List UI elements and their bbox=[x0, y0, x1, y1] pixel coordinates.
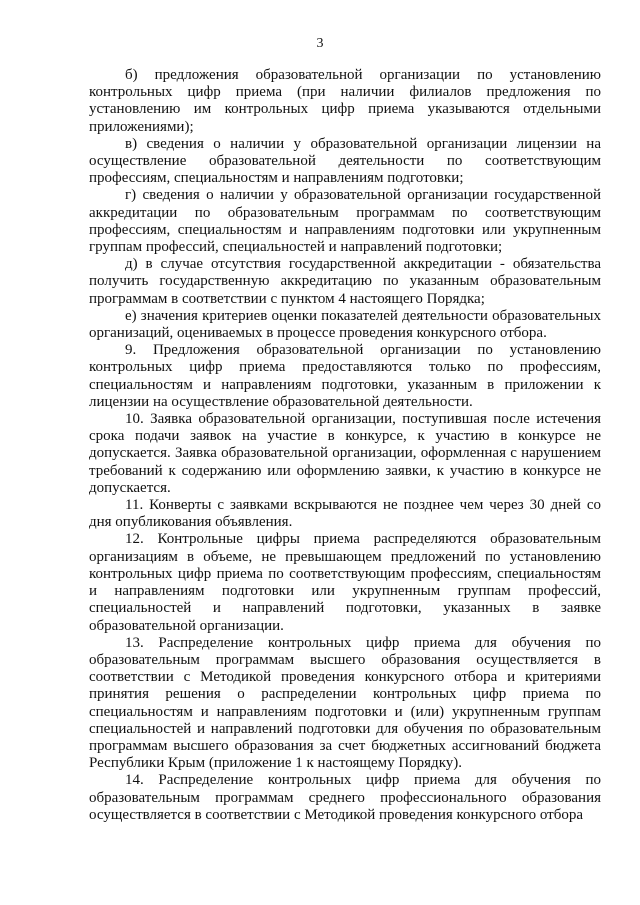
paragraph-12: 12. Контрольные цифры приема распределяются образовательным организациям в объеме, не превышающем предложений по установлению контрольных цифр приема по соответствующим профессиям, специальностям и направлениям подготовки или укрупненным группам профессий, специальностей и направлений подготовки, указанных в заявке образовательной организации. bbox=[89, 531, 601, 634]
paragraph-d: д) в случае отсутствия государственной аккредитации - обязательства получить государственную аккредитацию по указанным образовательным программам в соответствии с пунктом 4 настоящего Порядка; bbox=[89, 256, 601, 307]
paragraph-v: в) сведения о наличии у образовательной организации лицензии на осуществление образовательной деятельности по соответствующим профессиям, специальностям и направлениям подготовки; bbox=[89, 135, 601, 187]
paragraph-10: 10. Заявка образовательной организации, поступившая после истечения срока подачи заявок на участие в конкурсе, к участию в конкурсе не допускается. Заявка образовательной организации, оформленная с нарушением требований к содержанию или оформлению заявки, к участию в конкурсе не допускается. bbox=[89, 411, 601, 496]
document-body bbox=[89, 67, 601, 824]
paragraph-11: 11. Конверты с заявками вскрываются не позднее чем через 30 дней со дня опубликования объявления. bbox=[89, 497, 601, 531]
page-number: 3 bbox=[316, 36, 324, 51]
paragraph-14: 14. Распределение контрольных цифр приема для обучения по образовательным программам среднего профессионального образования осуществляется в соответствии с Методикой проведения конкурсного отбора bbox=[89, 772, 601, 823]
paragraph-13: 13. Распределение контрольных цифр приема для обучения по образовательным программам высшего образования осуществляется в соответствии с Методикой проведения конкурсного отбора и критериями принятия решения о распределении контрольных цифр приема по специальностям и направлениям подготовки и (или) укрупненным группам специальностей и направлений подготовки для обучения по образовательным программам высшего образования за счет бюджетных ассигнований бюджета Республики Крым (приложение 1 к настоящему Порядку). bbox=[89, 634, 601, 772]
paragraph-b: б) предложения образовательной организации по установлению контрольных цифр приема (при наличии филиалов предложения по установлению им контрольных цифр приема указываются отдельными приложениями); bbox=[89, 67, 601, 135]
paragraph-e: е) значения критериев оценки показателей деятельности образовательных организаций, оцениваемых в процессе проведения конкурсного отбора. bbox=[89, 307, 601, 342]
paragraph-g: г) сведения о наличии у образовательной организации государственной аккредитации по образовательным программам по соответствующим профессиям, специальностям и направлениям подготовки или укрупненным группам профессий, специальностей и направлений подготовки; bbox=[89, 187, 601, 256]
paragraph-9: 9. Предложения образовательной организации по установлению контрольных цифр приема предоставляются только по профессиям, специальностям и направлениям подготовки, указанным в приложении к лицензии на осуществление образовательной деятельности. bbox=[89, 342, 601, 410]
